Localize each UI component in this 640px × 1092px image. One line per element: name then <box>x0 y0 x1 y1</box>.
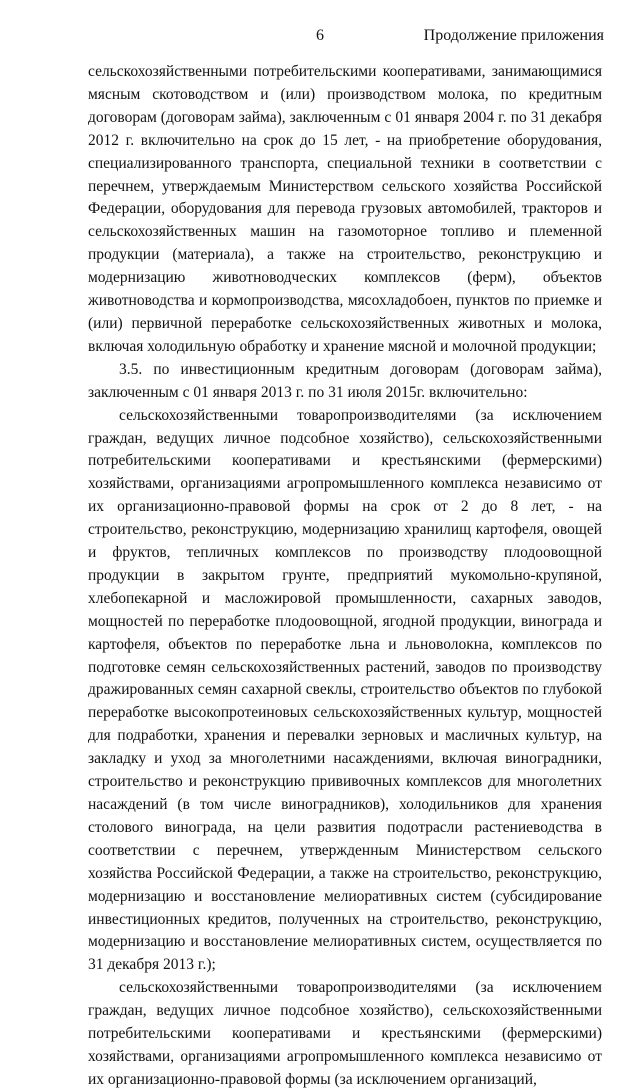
paragraph: 3.5. по инвестиционным кредитным договорам (договорам займа), заключенным с 01 января 2013 г. по 31 июля 2015г. включительно: <box>88 360 602 401</box>
document-body <box>88 61 602 1092</box>
paragraph: сельскохозяйственными потребительскими кооперативами, занимающимися мясным скотоводством и (или) производством молока, по кредитным договорам (договорам займа), заключенным с 01 января 2004 г. по 31 декабря 2012 г. включительно на срок до 15 лет, - на приобретение оборудования, специализированного транспорта, специальной техники в соответствии с перечнем, утверждаемым Министерством сельского хозяйства Российской Федерации, оборудования для перевода грузовых автомобилей, тракторов и сельскохозяйственных машин на газомоторное топливо и племенной продукции (материала), а также на строительство, реконструкцию и модернизацию животноводческих комплексов (ферм), объектов животноводства и кормопроизводства, мясохладобоен, пунктов по приемке и (или) первичной переработке сельскохозяйственных животных и молока, включая холодильную обработку и хранение мясной и молочной продукции; <box>88 63 602 355</box>
page-header-title: Продолжение приложения <box>423 27 604 44</box>
paragraph: сельскохозяйственными товаропроизводителями (за исключением граждан, ведущих личное подсобное хозяйство), сельскохозяйственными потребительскими кооперативами и крестьянскими (фермерскими) хозяйствами, организациями агропромышленного комплекса независимо от их организационно-правовой формы (за исключением организаций, <box>88 979 602 1088</box>
paragraph: сельскохозяйственными товаропроизводителями (за исключением граждан, ведущих личное подсобное хозяйство), сельскохозяйственными потребительскими кооперативами и крестьянскими (фермерскими) хозяйствами, организациями агропромышленного комплекса независимо от их организационно-правовой формы на срок от 2 до 8 лет, - на строительство, реконструкцию, модернизацию хранилищ картофеля, овощей и фруктов, тепличных комплексов по производству плодоовощной продукции в закрытом грунте, предприятий мукомольно-крупяной, хлебопекарной и масложировой промышленности, сахарных заводов, мощностей по переработке плодоовощной, ягодной продукции, винограда и картофеля, объектов по переработке льна и льноволокна, комплексов по подготовке семян сельскохозяйственных растений, заводов по производству дражированных семян сахарной свеклы, строительство объектов по глубокой переработке высокопротеиновых сельскохозяйственных культур, мощностей для подработки, хранения и перевалки зерновых и масличных культур, на закладку и уход за многолетними насаждениями, включая виноградники, строительство и реконструкцию прививочных комплексов для многолетних насаждений (в том числе виноградников), холодильников для хранения столового винограда, на цели развития подотрасли растениеводства в соответствии с перечнем, утвержденным Министерством сельского хозяйства Российской Федерации, а также на строительство, реконструкцию, модернизацию и восстановление мелиоративных систем (субсидирование инвестиционных кредитов, полученных на строительство, реконструкцию, модернизацию и восстановление мелиоративных систем, осуществляется по 31 декабря 2013 г.); <box>88 406 602 974</box>
page-number: 6 <box>316 27 324 44</box>
